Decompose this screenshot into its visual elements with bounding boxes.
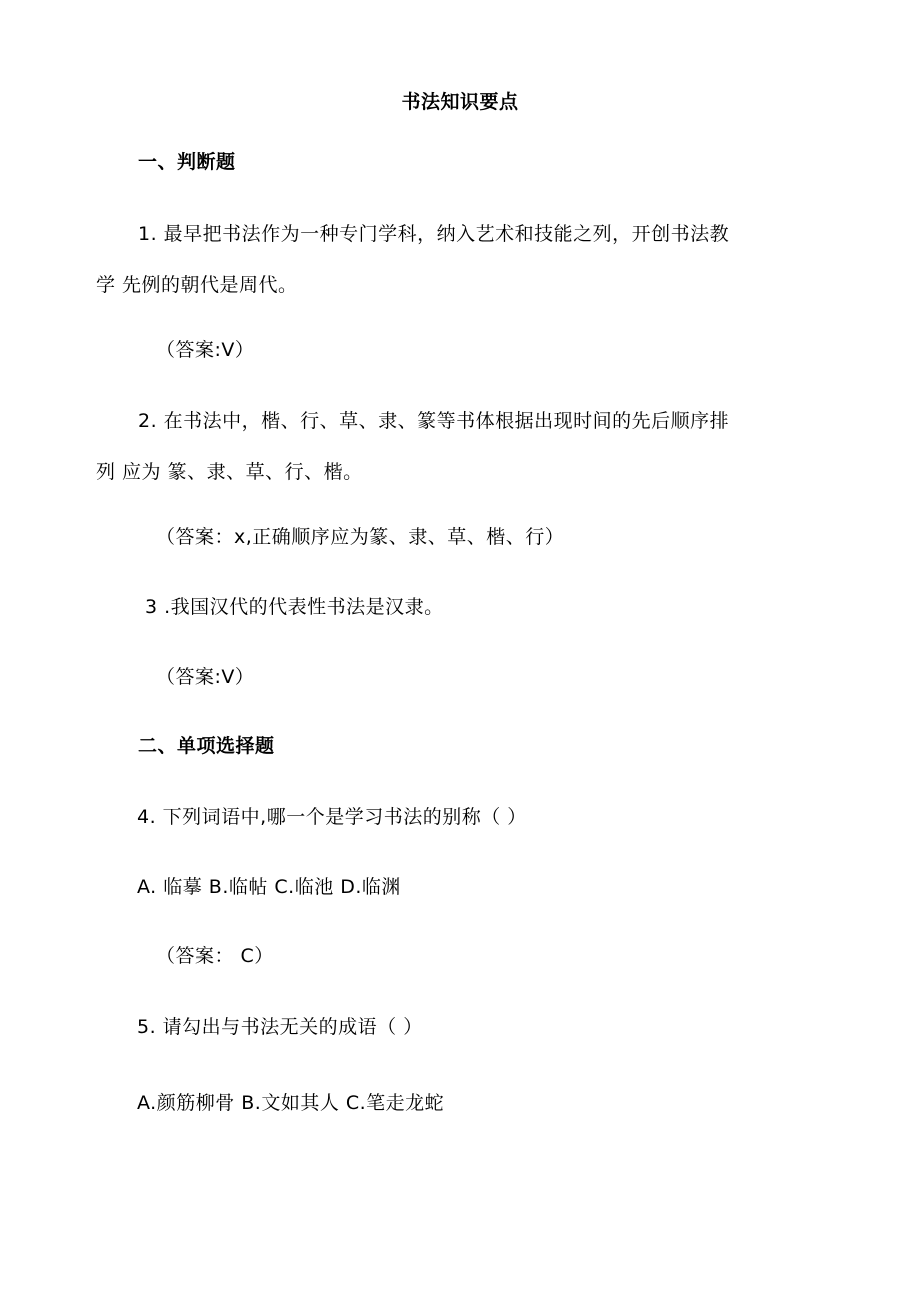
question-1-line-1: 1. 最早把书法作为一种专门学科，纳入艺术和技能之列，开创书法教 — [138, 223, 730, 245]
question-5-line-1: 5. 请勾出与书法无关的成语（ ） — [137, 1016, 423, 1038]
question-2-line-1: 2. 在书法中，楷、行、草、隶、篆等书体根据出现时间的先后顺序排 — [138, 410, 730, 432]
question-4-answer: （答案： C） — [156, 945, 274, 967]
question-3-answer: （答案:V） — [156, 666, 255, 688]
question-2-answer: （答案：x,正确顺序应为篆、隶、草、楷、行） — [156, 526, 565, 548]
question-2-line-2: 列 应为 篆、隶、草、行、楷。 — [96, 461, 363, 483]
section-heading-judgment: 一、判断题 — [138, 151, 236, 173]
question-5-options: A.颜筋柳骨 B.文如其人 C.笔走龙蛇 — [137, 1092, 445, 1114]
question-4-line-1: 4. 下列词语中,哪一个是学习书法的别称（ ） — [137, 806, 527, 828]
question-3-line-1: 3 .我国汉代的代表性书法是汉隶。 — [145, 596, 444, 618]
question-1-answer: （答案:V） — [156, 339, 255, 361]
document-title: 书法知识要点 — [401, 91, 519, 113]
question-4-options: A. 临摹 B.临帖 C.临池 D.临渊 — [137, 876, 401, 898]
section-heading-choice: 二、单项选择题 — [138, 735, 275, 757]
question-1-line-2: 学 先例的朝代是周代。 — [96, 274, 298, 296]
